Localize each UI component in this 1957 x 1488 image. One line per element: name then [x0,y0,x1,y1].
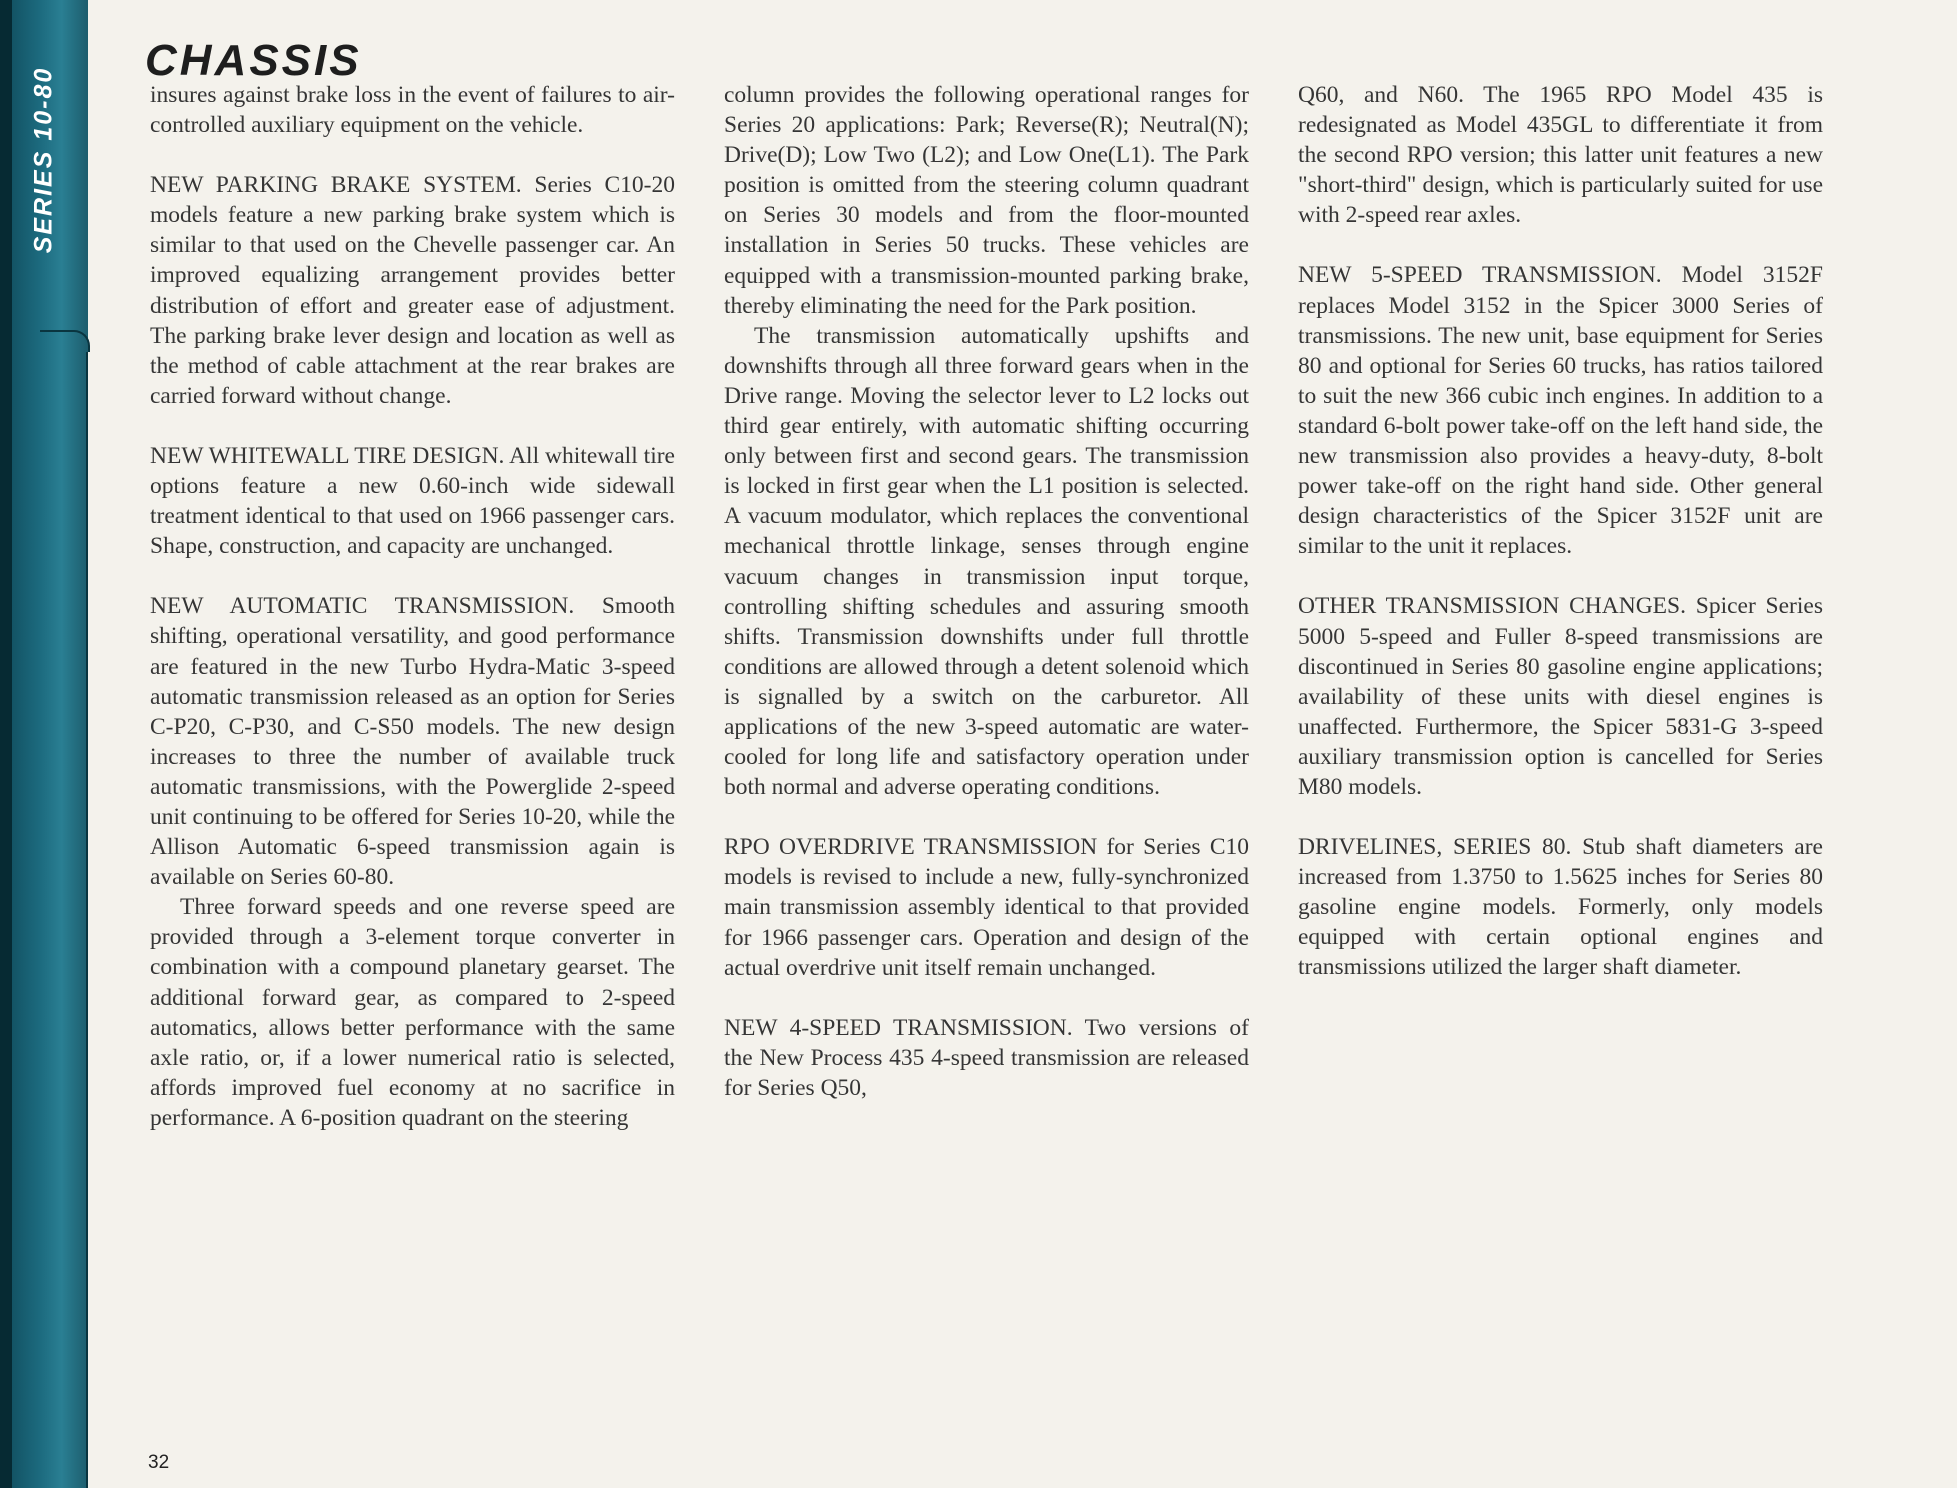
paragraph: NEW PARKING BRAKE SYSTEM. Series C10-20 models feature a new parking brake system which is similar to that used on the Chevelle passenger car. An improved equalizing arrangement provides better distribution of effort and greater ease of adjustment. The parking brake lever design and location as well as the method of cable attachment at the rear brakes are carried forward without change. [150,172,675,409]
paragraph: Three forward speeds and one reverse speed are provided through a 3-element torque converter in combination with a compound planetary gearset. The additional forward gear, as compared to 2-speed automatics, allows better performance with the same axle ratio, or, if a lower numerical ratio is selected, affords improved fuel economy at no sacrifice in performance. A 6-position quadrant on the steering [150,894,675,1131]
paragraph: column provides the following operational ranges for Series 20 applications: Park; Reverse(R); Neutral(N); Drive(D); Low Two (L2); and Low One(L1). The Park position is omitted from the steering column quadrant on Series 30 models and from the floor-mounted installation in Series 50 trucks. These vehicles are equipped with a transmission-mounted parking brake, thereby eliminating the need for the Park position. [724,82,1249,319]
text-column-3 [1298,82,1823,1013]
paragraph: RPO OVERDRIVE TRANSMISSION for Series C10 models is revised to include a new, fully-synchronized main transmission assembly identical to that provided for 1966 passenger cars. Operation and design of the actual overdrive unit itself remain unchanged. [724,834,1249,981]
page-number: 32 [148,1452,170,1473]
paragraph: NEW AUTOMATIC TRANSMISSION. Smooth shifting, operational versatility, and good performance are featured in the new Turbo Hydra-Matic 3-speed automatic transmission released as an option for Series C-P20, C-P30, and C-S50 models. The new design increases to three the number of available truck automatic transmissions, with the Powerglide 2-speed unit continuing to be offered for Series 10-20, while the Allison Automatic 6-speed transmission again is available on Series 60-80. [150,593,675,891]
text-column-1 [150,82,675,1163]
paragraph: NEW WHITEWALL TIRE DESIGN. All whitewall tire options feature a new 0.60-inch wide sidewall treatment identical to that used on 1966 passenger cars. Shape, construction, and capacity are unchanged. [150,442,675,560]
section-tab-label: SERIES 10-80 [29,66,58,254]
text-column-2 [724,82,1249,1133]
spine-divider-line [86,352,88,1488]
paragraph: The transmission automatically upshifts and downshifts through all three forward gears when in the Drive range. Moving the selector lever to L2 locks out third gear entirely, with automatic shifting occurring only between first and second gears. The transmission is locked in first gear when the L1 position is selected. A vacuum modulator, which replaces the conventional mechanical throttle linkage, senses through engine vacuum changes in transmission input torque, controlling shifting schedules and assuring smooth shifts. Transmission downshifts under full throttle conditions are allowed through a detent solenoid which is signalled by a switch on the carburetor. All applications of the new 3-speed automatic are water-cooled for long life and satisfactory operation under both normal and adverse operating conditions. [724,322,1249,801]
paragraph: DRIVELINES, SERIES 80. Stub shaft diameters are increased from 1.3750 to 1.5625 inches for Series 80 gasoline engine models. Formerly, only models equipped with certain optional engines and transmissions utilized the larger shaft diameter. [1298,834,1823,981]
paragraph: NEW 5-SPEED TRANSMISSION. Model 3152F replaces Model 3152 in the Spicer 3000 Series of transmissions. The new unit, base equipment for Series 80 and optional for Series 60 trucks, has ratios tailored to suit the new 366 cubic inch engines. In addition to a standard 6-bolt power take-off on the left hand side, the new transmission also provides a heavy-duty, 8-bolt power take-off on the right hand side. Other general design characteristics of the Spicer 3152F unit are similar to the unit it replaces. [1298,262,1823,560]
spine-edge [0,0,12,1488]
page-title: CHASSIS [145,36,362,85]
paragraph: insures against brake loss in the event of failures to air-controlled auxiliary equipment on the vehicle. [150,82,675,139]
paragraph: OTHER TRANSMISSION CHANGES. Spicer Series 5000 5-speed and Fuller 8-speed transmissions are discontinued in Series 80 gasoline engine applications; availability of these units with diesel engines is unaffected. Furthermore, the Spicer 5831-G 3-speed auxiliary transmission option is cancelled for Series M80 models. [1298,593,1823,800]
spine-divider-curve [40,330,90,352]
paragraph: NEW 4-SPEED TRANSMISSION. Two versions of the New Process 435 4-speed transmission are released for Series Q50, [724,1014,1249,1101]
spine-tab [0,0,88,1488]
paragraph: Q60, and N60. The 1965 RPO Model 435 is redesignated as Model 435GL to differentiate it from the second RPO version; this latter unit features a new "short-third" design, which is particularly suited for use with 2-speed rear axles. [1298,82,1823,229]
